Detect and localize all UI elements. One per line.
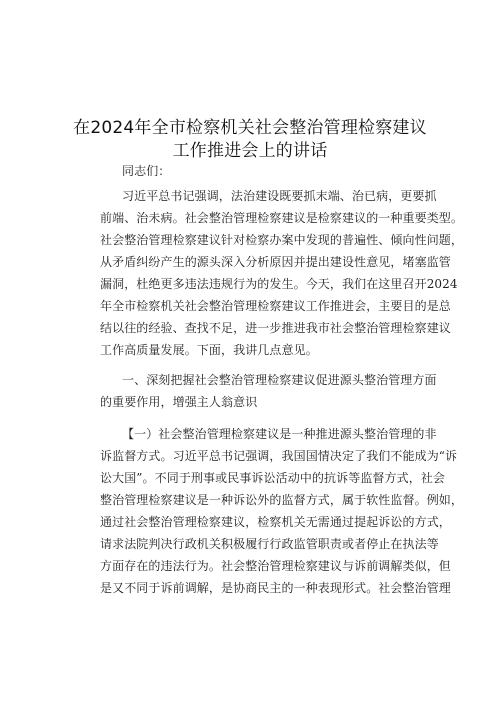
salutation: 同志们： (122, 164, 171, 178)
paragraph-line: 结以往的经验、查找不足，进一步推进我市社会整治管理检察建议 (100, 321, 451, 335)
paragraph-line: 工作高质量发展。下面，我讲几点意见。 (100, 343, 318, 357)
document-title-line-1: 在2024年全市检察机关社会整治管理检察建议 (73, 118, 427, 138)
section-heading-line: 的重要作用，增强主人翁意识 (100, 395, 258, 409)
paragraph-line: 讼大国”。不同于刑事或民事诉讼活动中的抗诉等监督方式，社会 (100, 471, 446, 485)
paragraph-line: 整治管理检察建议是一种诉讼外的监督方式，属于软性监督。例如， (100, 493, 464, 507)
paragraph-line: 【一）社会整治管理检察建议是一种推进源头整治管理的非 (122, 427, 437, 441)
paragraph-line: 方面存在的违法行为。社会整治管理检察建议与诉前调解类似，但 (100, 559, 451, 573)
paragraph-line: 是又不同于诉前调解，是协商民主的一种表现形式。社会整治管理 (100, 581, 451, 595)
paragraph-line: 诉监督方式。习近平总书记强调，我国国情决定了我们不能成为“诉 (100, 449, 458, 463)
paragraph-line: 漏洞，杜绝更多违法违规行为的发生。今天，我们在这里召开2024 (100, 277, 458, 291)
paragraph-line: 通过社会整治管理检察建议，检察机关无需通过提起诉讼的方式， (100, 515, 451, 529)
paragraph-line: 年全市检察机关社会整治管理检察建议工作推进会，主要目的是总 (100, 299, 451, 313)
paragraph-line: 请求法院判决行政机关积极履行行政监管职责或者停止在执法等 (100, 537, 439, 551)
paragraph-line: 习近平总书记强调，法治建设既要抓末端、治已病，更要抓 (122, 189, 437, 203)
paragraph-line: 从矛盾纠纷产生的源头深入分析原因并提出建设性意见，堵塞监管 (100, 255, 451, 269)
paragraph-line: 社会整治管理检察建议针对检察办案中发现的普遍性、倾向性问题， (100, 233, 464, 247)
document-title-line-2: 工作推进会上的讲话 (172, 141, 328, 161)
section-heading-line: 一、深刻把握社会整治管理检察建议促进源头整治管理方面 (122, 373, 437, 387)
paragraph-line: 前端、治未病。社会整治管理检察建议是检察建议的一种重要类型。 (100, 211, 464, 225)
